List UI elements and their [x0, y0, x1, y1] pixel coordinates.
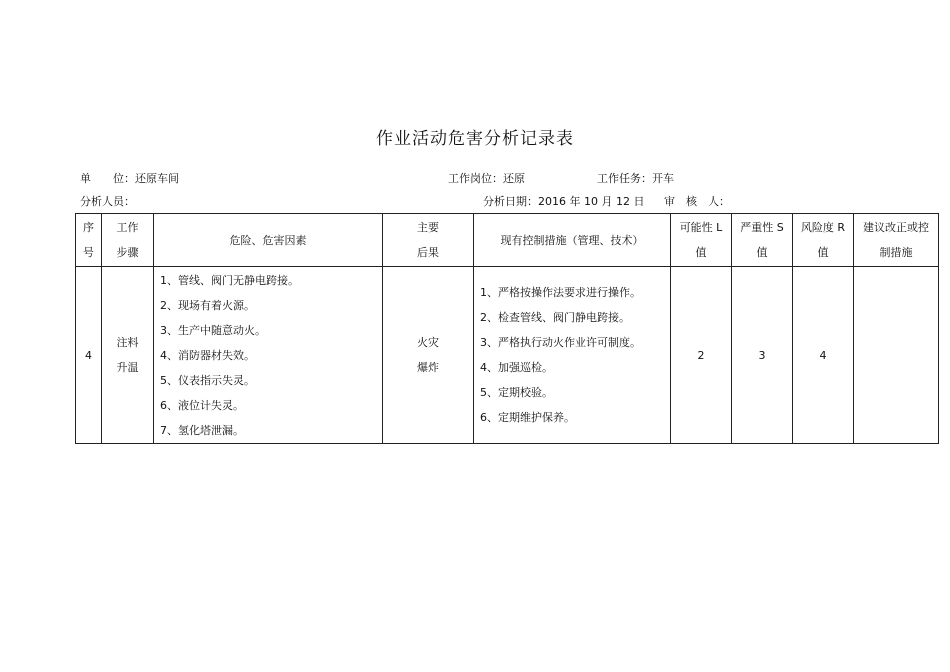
cell-seq: 4	[76, 267, 102, 444]
cell-step: 注料 升温	[102, 267, 154, 444]
task-label: 工作任务：	[597, 172, 652, 185]
task-field	[597, 170, 674, 186]
hazard-item: 5、仪表指示失灵。	[160, 373, 255, 387]
unit-label: 单 位：	[80, 172, 135, 185]
date-value: 2016 年 10 月 12 日	[538, 195, 645, 208]
header-risk: 风险度 R 值	[793, 214, 854, 267]
header-step: 工作 步骤	[102, 214, 154, 267]
date-label: 分析日期：	[483, 195, 538, 208]
cell-controls	[474, 267, 671, 444]
hazard-analysis-table	[75, 213, 939, 444]
post-value: 还原	[503, 172, 525, 185]
date-field	[483, 193, 644, 209]
control-item: 6、定期维护保养。	[480, 411, 575, 424]
hazard-item: 7、氢化塔泄漏。	[160, 423, 244, 437]
control-item: 1、严格按操作法要求进行操作。	[480, 286, 641, 299]
hazard-item: 2、现场有着火源。	[160, 298, 255, 312]
post-label: 工作岗位：	[448, 172, 503, 185]
control-item: 2、检查管线、阀门静电跨接。	[480, 311, 630, 324]
cell-hazards	[154, 267, 383, 444]
control-item: 4、加强巡检。	[480, 361, 553, 374]
cell-consequence: 火灾 爆炸	[383, 267, 474, 444]
header-control: 现有控制措施（管理、技术）	[474, 214, 671, 267]
hazard-item: 6、液位计失灵。	[160, 398, 244, 412]
task-value: 开车	[652, 172, 674, 185]
reviewer-field	[664, 193, 730, 209]
unit-value: 还原车间	[135, 172, 179, 185]
table-row	[76, 267, 939, 444]
header-severity: 严重性 S 值	[732, 214, 793, 267]
analyst-label: 分析人员：	[80, 195, 135, 208]
header-hazard: 危险、危害因素	[154, 214, 383, 267]
page-title: 作业活动危害分析记录表	[376, 129, 574, 149]
hazard-item: 3、生产中随意动火。	[160, 323, 266, 337]
header-consequence: 主要 后果	[383, 214, 474, 267]
post-field	[448, 170, 525, 186]
reviewer-label: 审 核 人：	[664, 195, 730, 208]
unit-field	[80, 170, 179, 186]
hazard-item: 1、管线、阀门无静电跨接。	[160, 273, 299, 287]
cell-risk: 4	[793, 267, 854, 444]
header-seq: 序 号	[76, 214, 102, 267]
analyst-field	[80, 193, 135, 209]
header-likelihood: 可能性 L 值	[671, 214, 732, 267]
control-item: 3、严格执行动火作业许可制度。	[480, 336, 641, 349]
header-suggestion: 建议改正或控 制措施	[854, 214, 939, 267]
cell-severity: 3	[732, 267, 793, 444]
hazard-item: 4、消防器材失效。	[160, 348, 255, 362]
cell-likelihood: 2	[671, 267, 732, 444]
table-header-row	[76, 214, 939, 267]
control-item: 5、定期校验。	[480, 386, 553, 399]
cell-suggestion	[854, 267, 939, 444]
